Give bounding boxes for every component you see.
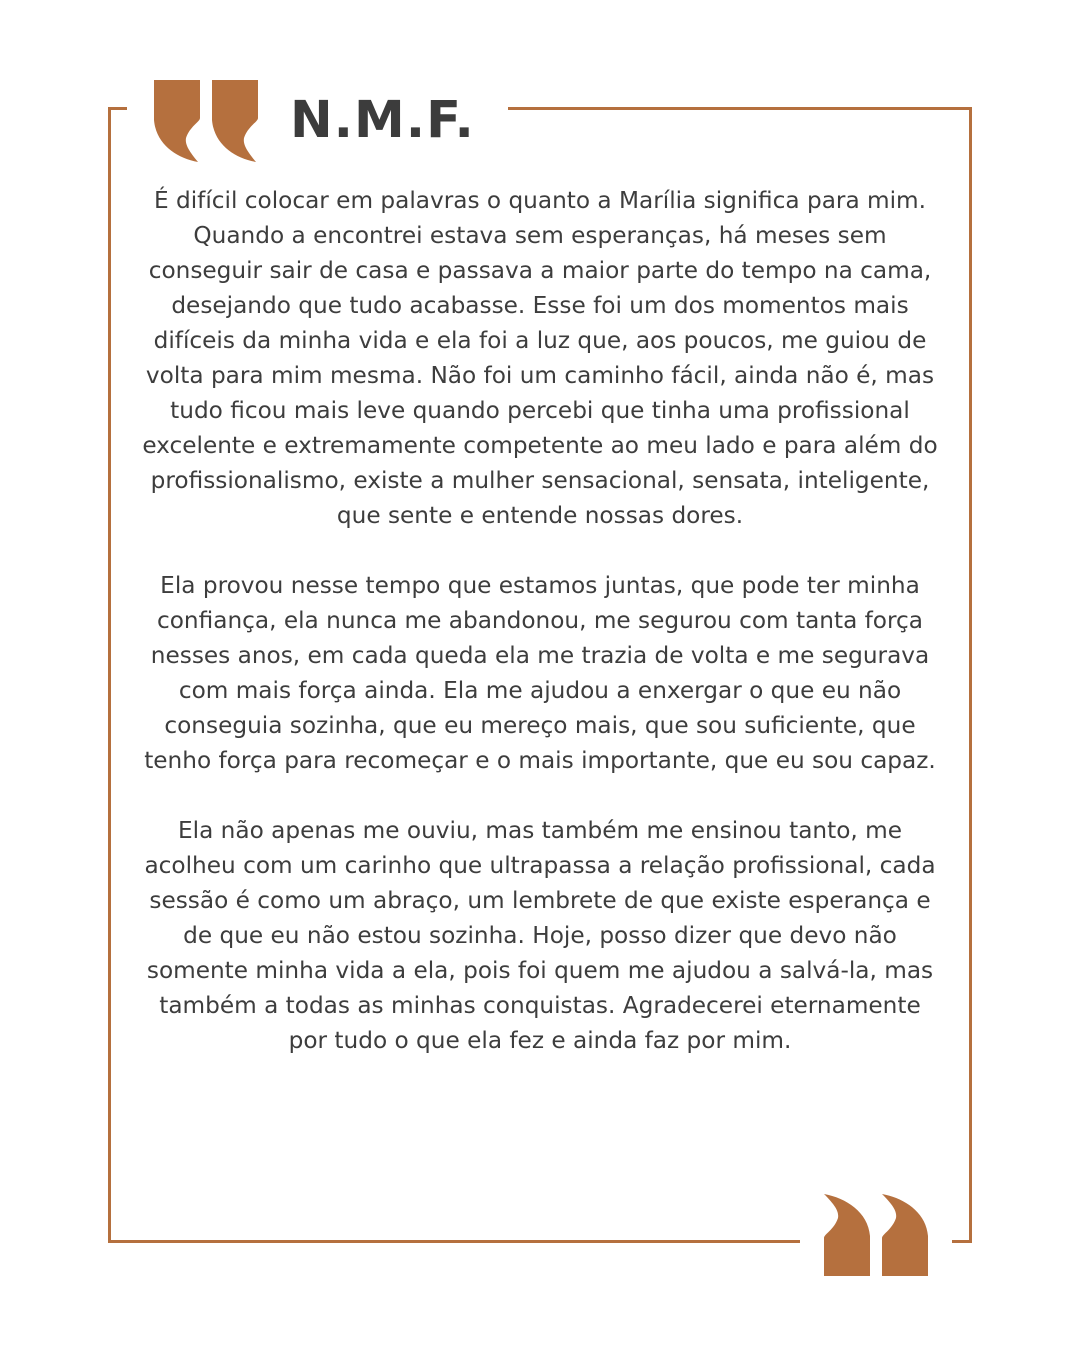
author-name: N.M.F. <box>290 91 475 150</box>
frame-bottom-left-segment <box>108 1240 800 1243</box>
close-quote-icon <box>822 1190 930 1278</box>
testimonial-body <box>140 183 940 1058</box>
testimonial-paragraph-1: É difícil colocar em palavras o quanto a Marília significa para mim. Quando a encontrei estava sem esperanças, há meses sem conseguir sair de casa e passava a maior parte do tempo na cama, desejando que tudo acabasse. Esse foi um dos momentos mais difíceis da minha vida e ela foi a luz que, aos poucos, me guiou de volta para mim mesma. Não foi um caminho fácil, ainda não é, mas tudo ficou mais leve quando percebi que tinha uma profissional excelente e extremamente competente ao meu lado e para além do profissionalismo, existe a mulher sensacional, sensata, inteligente, que sente e entende nossas dores. <box>142 187 938 529</box>
frame-right-edge <box>969 107 972 1243</box>
testimonial-paragraph-2: Ela provou nesse tempo que estamos juntas, que pode ter minha confiança, ela nunca me abandonou, me segurou com tanta força nesses anos, em cada queda ela me trazia de volta e me segurava com mais força ainda. Ela me ajudou a enxergar o que eu não conseguia sozinha, que eu mereço mais, que sou suficiente, que tenho força para recomeçar e o mais importante, que eu sou capaz. <box>144 572 936 774</box>
frame-left-edge <box>108 107 111 1243</box>
frame-bottom-right-segment <box>952 1240 972 1243</box>
testimonial-paragraph-3: Ela não apenas me ouviu, mas também me ensinou tanto, me acolheu com um carinho que ultrapassa a relação profissional, cada sessão é como um abraço, um lembrete de que existe esperança e de que eu não estou sozinha. Hoje, posso dizer que devo não somente minha vida a ela, pois foi quem me ajudou a salvá-la, mas também a todas as minhas conquistas. Agradecerei eternamente por tudo o que ela fez e ainda faz por mim. <box>144 817 936 1054</box>
frame-top-right-segment <box>508 107 972 110</box>
open-quote-icon <box>152 78 260 166</box>
